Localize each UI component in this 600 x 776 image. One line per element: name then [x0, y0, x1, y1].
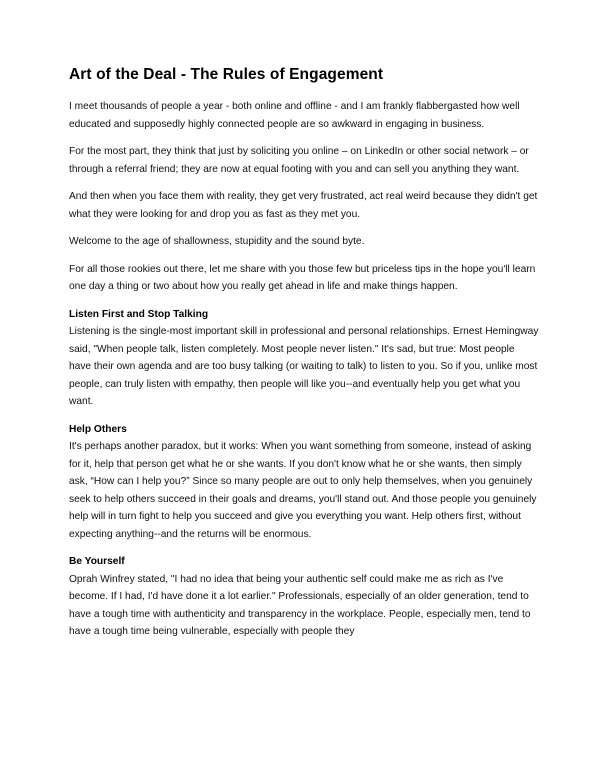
- intro-paragraph: And then when you face them with reality, they get very frustrated, act real weird because they didn't get what they were looking for and drop you as fast as they met you.: [69, 191, 538, 220]
- section-body: It's perhaps another paradox, but it works: When you want something from someone, instead of asking for it, help that person get what he or she wants. If you don't know what he or she wants, then simply ask, “How can I help you?” Since so many people are out to only help themselves, when you genuinely seek to help others succeed in their goals and dreams, you'll stand out. And those people you genuinely help will in turn fight to help you succeed and give you everything you want. Help others first, without expecting anything--and the returns will be enormous.: [69, 441, 537, 540]
- document-page: [69, 66, 539, 651]
- intro-paragraph: Welcome to the age of shallowness, stupidity and the sound byte.: [69, 236, 365, 247]
- intro-paragraph: I meet thousands of people a year - both online and offline - and I am frankly flabbergasted how well educated and supposedly highly connected people are so awkward in engaging in business.: [69, 101, 520, 130]
- section-listen-first: [69, 306, 539, 411]
- section-help-others: [69, 421, 539, 544]
- section-heading: Listen First and Stop Talking: [69, 308, 209, 320]
- section-body: Oprah Winfrey stated, "I had no idea that being your authentic self could make me as rich as I've become. If I had, I'd have done it a lot earlier." Professionals, especially of an older generation, tend to have a tough time with authenticity and transparency in the workplace. People, especially men, tend to have a tough time being vulnerable, especially with people they: [69, 573, 531, 637]
- document-title: Art of the Deal - The Rules of Engagement: [69, 66, 384, 83]
- section-be-yourself: [69, 553, 539, 641]
- section-body: Listening is the single-most important skill in professional and personal relationships. Ernest Hemingway said, "When people talk, listen completely. Most people never listen." It's sad, but true: Most people have their own agenda and are too busy talking (or waiting to talk) to listen to you. So if you, unlike most people, can truly listen with empathy, then people will like you--and eventually help you get what you want.: [69, 326, 539, 407]
- intro-paragraph: For the most part, they think that just by soliciting you online – on LinkedIn or other social network – or through a referral friend; they are now at equal footing with you and can sell you anything they want.: [69, 146, 529, 175]
- section-heading: Be Yourself: [69, 556, 125, 567]
- section-heading: Help Others: [69, 423, 127, 435]
- intro-paragraph: For all those rookies out there, let me share with you those few but priceless tips in the hope you'll learn one day a thing or two about how you really get ahead in life and make things happen.: [69, 263, 536, 292]
